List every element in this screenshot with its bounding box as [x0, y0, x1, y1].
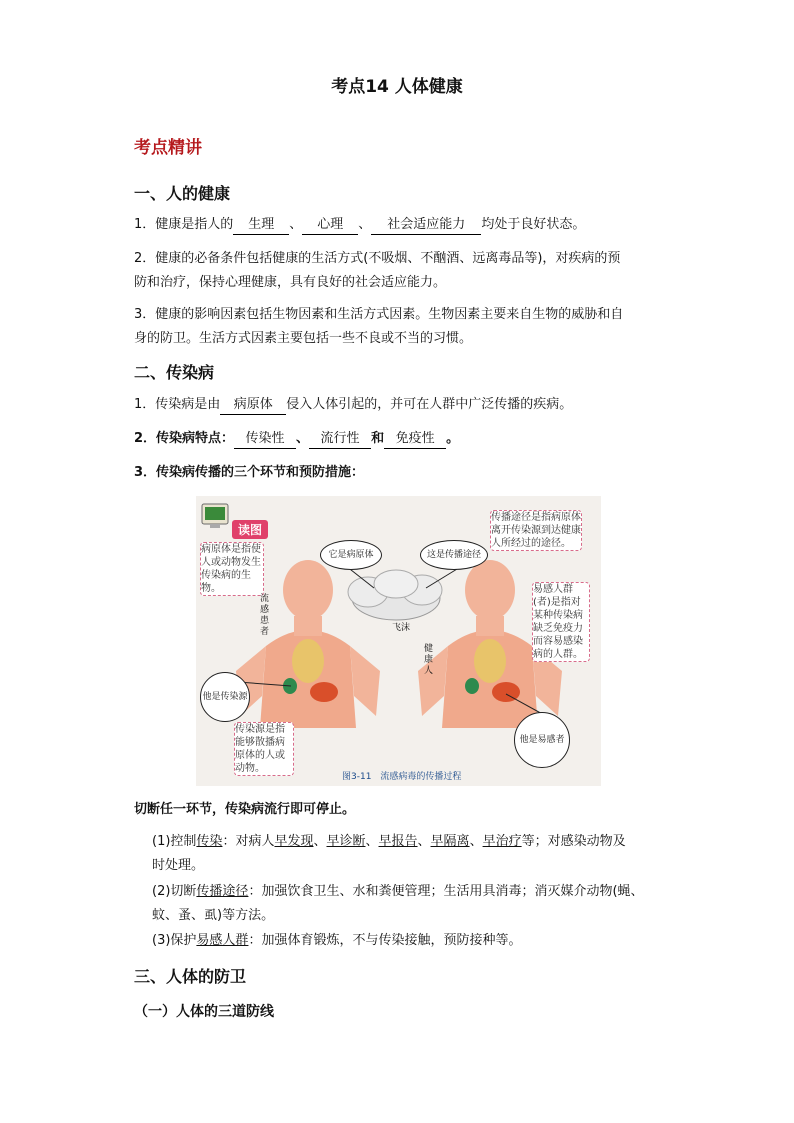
para-health-factors [134, 303, 623, 351]
section-title-red: 考点精讲 [134, 138, 202, 158]
keyword: 早诊断 [326, 834, 366, 849]
text: 2．传染病特点： [134, 431, 235, 446]
droplet-cloud [348, 570, 442, 620]
blank-epidemic: 流行性 [309, 430, 371, 449]
para-health-conditions [134, 247, 620, 295]
heading-infectious: 二、传染病 [134, 363, 215, 382]
label-droplet: 飞沫 [392, 623, 411, 633]
bubble-source: 他是传染源 [200, 672, 250, 722]
text: 均处于良好状态。 [481, 217, 586, 232]
line [152, 880, 644, 904]
keyword: 易感人群 [196, 933, 249, 948]
blank-physiology: 生理 [233, 216, 289, 235]
measure-cut-route [152, 880, 644, 928]
measure-protect-susceptible [152, 929, 521, 953]
box-source: 传染源是指能够散播病原体的人或动物。 [234, 722, 294, 776]
text: 1．健康是指人的 [134, 217, 234, 232]
box-pathogen: 病原体是指使人或动物发生传染病的生物。 [200, 542, 264, 596]
text: 。 [446, 431, 460, 446]
line [152, 830, 626, 854]
text: ：对病人 [222, 834, 275, 849]
text: (2)切断 [152, 884, 197, 899]
line: 时处理。 [152, 858, 205, 873]
line: 2．健康的必备条件包括健康的生活方式(不吸烟、不酗酒、远离毒品等)，对疾病的预 [134, 251, 621, 266]
keyword: 传播途径 [196, 884, 249, 899]
blank-pathogen: 病原体 [220, 396, 286, 415]
label-healthy: 健康人 [424, 644, 434, 676]
text: 、 [296, 431, 310, 446]
text: (1)控制 [152, 834, 197, 849]
para-infectious-features [134, 427, 459, 451]
line: 3．健康的影响因素包括生物因素和生活方式因素。生物因素主要来自生物的威胁和自 [134, 307, 624, 322]
subheading-three-lines: （一）人体的三道防线 [134, 1004, 274, 1020]
line: 蚊、蚤、虱)等方法。 [152, 908, 275, 923]
keyword: 早发现 [274, 834, 314, 849]
transmission-figure [196, 496, 601, 786]
text: 、 [365, 834, 379, 849]
text: 1．传染病是由 [134, 397, 221, 412]
read-figure-badge: 读图 [232, 520, 268, 539]
blank-immunity: 免疫性 [384, 430, 446, 449]
heading-defense: 三、人体的防卫 [134, 967, 247, 986]
computer-icon [202, 504, 228, 528]
text: 、 [289, 217, 303, 232]
keyword: 早隔离 [430, 834, 470, 849]
text: 、 [358, 217, 372, 232]
bubble-susceptible: 他是易感者 [514, 712, 570, 768]
box-route: 传播途径是指病原体离开传染源到达健康人所经过的途径。 [491, 512, 581, 549]
blank-psychology: 心理 [302, 216, 358, 235]
para-cut-link: 切断任一环节，传染病流行即可停止。 [134, 802, 356, 817]
line: 身的防卫。生活方式因素主要包括一些不良或不当的习惯。 [134, 331, 473, 346]
blank-social: 社会适应能力 [371, 216, 481, 235]
line: 防和治疗，保持心理健康，具有良好的社会适应能力。 [134, 275, 447, 290]
para-infectious-definition [134, 393, 572, 417]
text: 、 [417, 834, 431, 849]
text: (3)保护 [152, 933, 197, 948]
text: ：加强体育锻炼，不与传染接触，预防接种等。 [248, 933, 522, 948]
para-health-definition [134, 213, 585, 237]
text: 、 [313, 834, 327, 849]
bubble-pathogen: 它是病原体 [320, 540, 382, 570]
text: 和 [371, 431, 385, 446]
heading-health: 一、人的健康 [134, 184, 231, 203]
para-three-links: 3．传染病传播的三个环节和预防措施： [134, 465, 365, 480]
page-title: 考点14 人体健康 [331, 77, 463, 97]
label-patient: 流感患者 [260, 594, 270, 637]
text: 、 [469, 834, 483, 849]
bubble-route: 这是传播途径 [420, 540, 488, 570]
figure-caption: 图3-11 流感病毒的传播过程 [342, 772, 462, 782]
text: 侵入人体引起的，并可在人群中广泛传播的疾病。 [286, 397, 573, 412]
blank-infectivity: 传染性 [234, 430, 296, 449]
keyword: 传染 [196, 834, 223, 849]
text: ：加强饮食卫生、水和粪便管理；生活用具消毒；消灭媒介动物(蝇、 [248, 884, 644, 899]
text: 等；对感染动物及 [521, 834, 626, 849]
box-susceptible: 易感人群(者)是指对某种传染病缺乏免疫力而容易感染病的人群。 [532, 582, 590, 662]
keyword: 早报告 [378, 834, 418, 849]
keyword: 早治疗 [482, 834, 522, 849]
measure-control-source [152, 830, 626, 878]
